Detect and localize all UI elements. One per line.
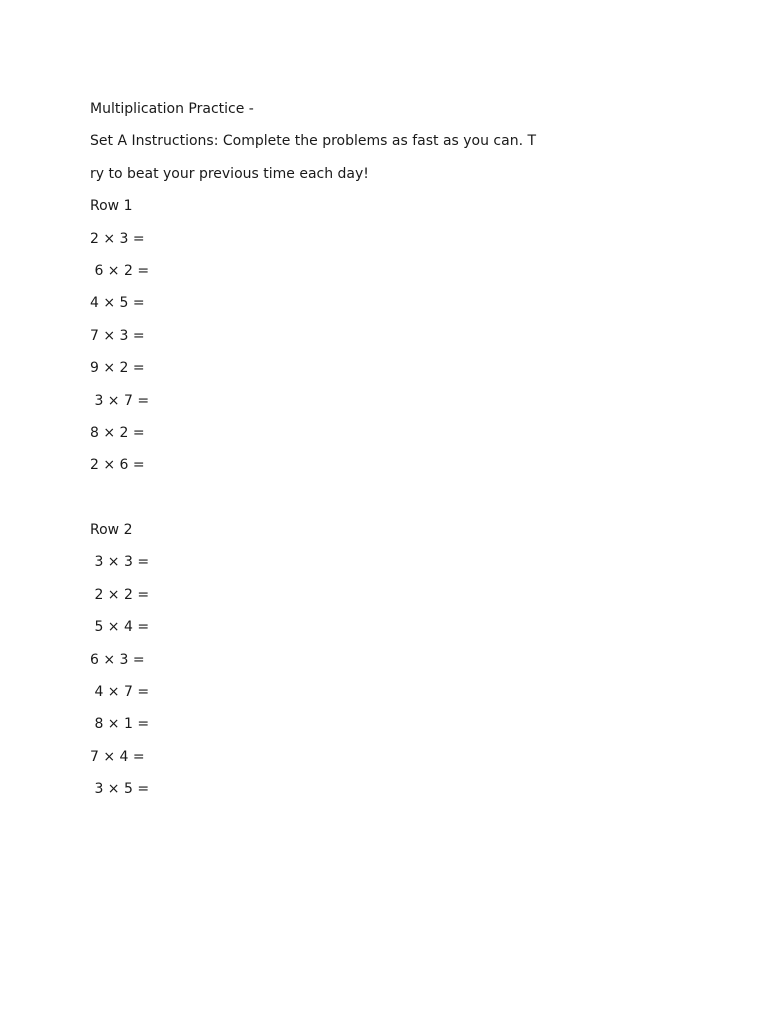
row-2-problem: 5 × 4 = xyxy=(90,619,150,636)
row-2-problem: 3 × 3 = xyxy=(90,554,150,571)
row-2-problem: 4 × 7 = xyxy=(90,684,150,701)
row-1-problem: 2 × 3 = xyxy=(90,230,145,247)
row-2-problem: 7 × 4 = xyxy=(90,748,145,765)
row-1-problem: 8 × 2 = xyxy=(90,424,145,441)
document-title: Multiplication Practice - xyxy=(90,101,254,117)
instructions-line-1: Set A Instructions: Complete the problems as fast as you can. T xyxy=(90,133,537,150)
row-1-problem: 6 × 2 = xyxy=(90,262,150,279)
row-2-heading: Row 2 xyxy=(90,522,133,539)
blank-line xyxy=(90,482,650,514)
row-2-problem: 8 × 1 = xyxy=(90,716,150,733)
row-2-problem: 6 × 3 = xyxy=(90,651,145,668)
row-1-heading: Row 1 xyxy=(90,198,133,215)
instructions-line-2: ry to beat your previous time each day! xyxy=(90,165,369,182)
row-1-problem: 9 × 2 = xyxy=(90,360,145,377)
document-body xyxy=(90,93,650,806)
row-1-problem: 3 × 7 = xyxy=(90,392,150,409)
row-2-problem: 2 × 2 = xyxy=(90,586,150,603)
row-2-problem: 3 × 5 = xyxy=(90,781,150,798)
row-1-problem: 2 × 6 = xyxy=(90,457,145,474)
row-1-problem: 4 × 5 = xyxy=(90,295,145,312)
row-1-problem: 7 × 3 = xyxy=(90,327,145,344)
